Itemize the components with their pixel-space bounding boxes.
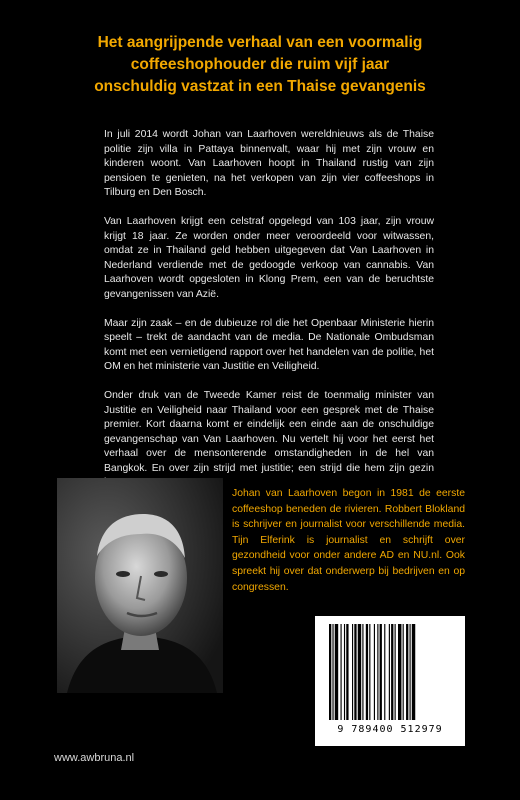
author-photo	[57, 478, 223, 693]
publisher-url: www.awbruna.nl	[54, 752, 135, 764]
author-bio: Johan van Laarhoven begon in 1981 de eerste coffeeshop beneden de rivieren. Robbert Blokland is schrijver en journalist voor verschillende media. Tijn Elferink is journalist en schrijft over gezondheid voor onder andere AD en NU.nl. Ook spreekt hij over dat onderwerp bij bedrijven en op congressen.	[232, 488, 465, 593]
headline: Het aangrijpende verhaal van een voormalig coffeeshophouder die ruim vijf jaar onschuldig vastzat in een Thaise gevangenis	[94, 34, 426, 95]
synopsis-paragraph: Maar zijn zaak – en de dubieuze rol die het Openbaar Ministerie hierin speelt – trekt de aandacht van de media. De Nationale Ombudsman komt met een vernietigend rapport over het handelen van de politie, het OM en het ministerie van Justitie en Veiligheid.	[104, 317, 434, 373]
isbn-barcode	[315, 616, 465, 746]
isbn-number: 9 789400 512979	[337, 724, 443, 735]
barcode-bars	[327, 624, 453, 722]
synopsis	[104, 128, 434, 505]
synopsis-paragraph: Onder druk van de Tweede Kamer reist de toenmalig minister van Justitie en Veiligheid naar Thailand voor een gesprek met de Thaise premier. Kort daarna komt er eindelijk een einde aan de onschuldige gevangenschap van Van Laarhoven. Nu vertelt hij voor het eerst het verhaal over de mensonterende omstandigheden in de hel van Bangkok. En over zijn strijd met justitie; een strijd die hem zijn gezin	[104, 389, 434, 474]
author-portrait-image	[57, 478, 223, 693]
synopsis-paragraph: In juli 2014 wordt Johan van Laarhoven wereldnieuws als de Thaise politie zijn villa in Pattaya binnenvalt, waar hij met zijn vrouw en kinderen woont. Van Laarhoven hoopt in Thailand rustig van zijn pensioen te genieten, na het verkopen van zijn vier coffeeshops in Tilburg en Den Bosch.	[104, 129, 434, 199]
synopsis-paragraph: Van Laarhoven krijgt een celstraf opgelegd van 103 jaar, zijn vrouw krijgt 18 jaar. Ze worden onder meer veroordeeld voor witwassen, omdat ze in Thailand geld hebben uitgegeven dat Van Laarhoven in Nederland verdiende met de gedoogde verkoop van cannabis. Van Laarhoven wordt opgesloten in Klong Prem, een van de beruchtste gevangenissen van Azië.	[104, 215, 434, 300]
